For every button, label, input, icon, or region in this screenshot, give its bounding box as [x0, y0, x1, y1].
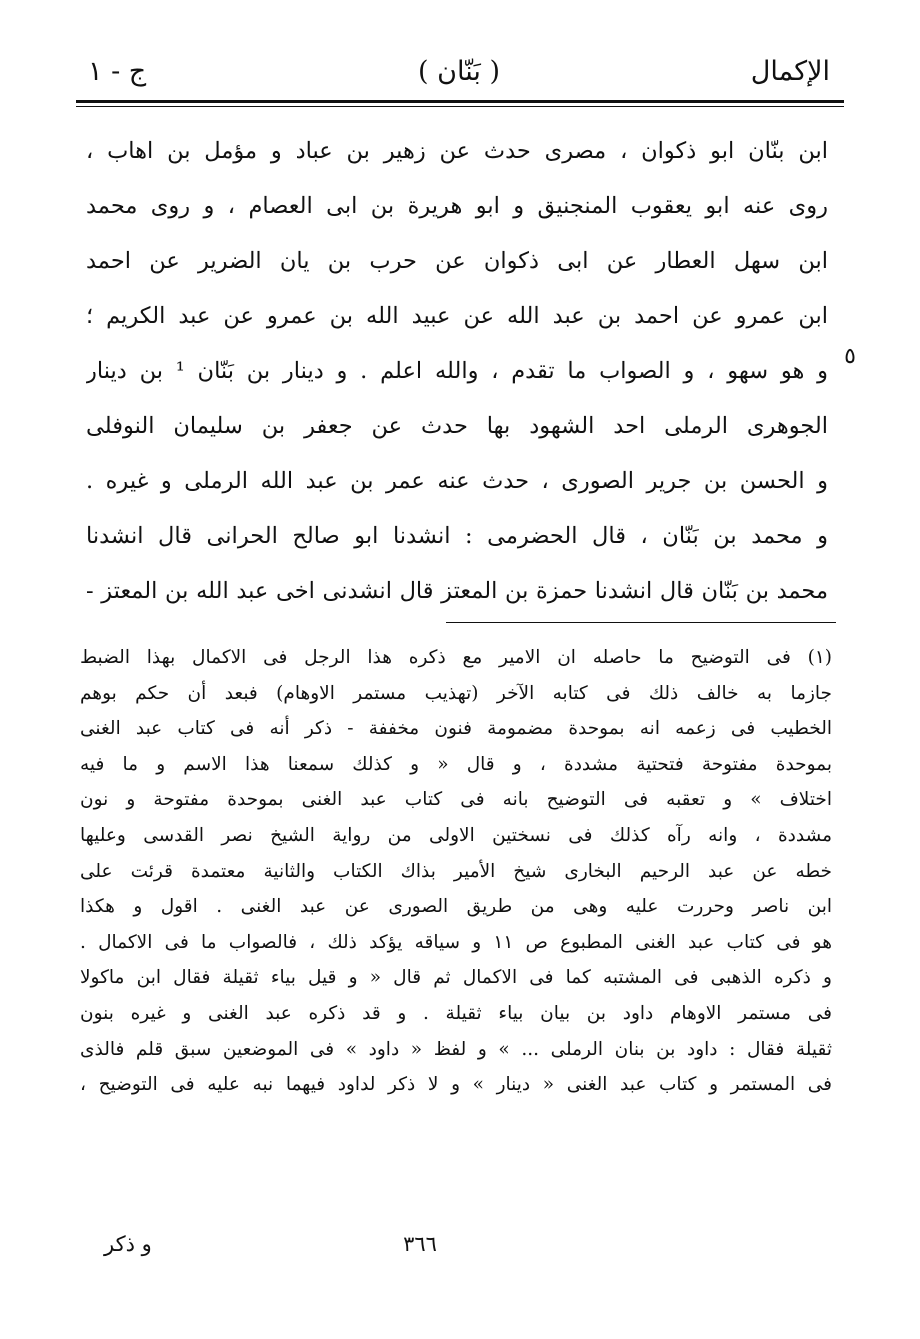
volume-label: ج - ١: [88, 56, 147, 87]
page-number: ٣٦٦: [403, 1232, 437, 1256]
footnote-line: بموحدة مفتوحة فتحتية مشددة ، و قال « و كذلك سمعنا هذا الاسم و ما فيه: [80, 753, 832, 775]
text-line: و هو سهو ، و الصواب ما تقدم ، والله اعلم . و دينار بن بَنّان ¹ بن دينار: [86, 358, 828, 384]
text-line: روى عنه ابو يعقوب المنجنيق و ابو هريرة بن ابى العصام ، و روى محمد: [86, 193, 828, 219]
footnote-line: جازما به خالف ذلك فى كتابه الآخر (تهذيب مستمر الاوهام) فبعد أن حكم بوهم: [80, 682, 832, 704]
footnote-line: اختلاف » و تعقبه فى التوضيح بانه فى كتاب عبد الغنى بموحدة مفتوحة و نون: [80, 789, 832, 811]
footnote-line: فى مستمر الاوهام داود بن بيان بياء ثقيلة . و قد ذكره عبد الغنى و غيره بنون: [80, 1002, 832, 1024]
footnote-line: خطه عن عبد الرحيم البخارى شيخ الأمير بذاك الكتاب والثانية معتمدة قرئت على: [80, 860, 832, 882]
footnotes: [80, 640, 832, 1103]
footnote-line: هو فى كتاب عبد الغنى المطبوع ص ١١ و سياقه يؤكد ذلك ، فالصواب ما فى الاكمال .: [80, 931, 832, 953]
text-line: ابن سهل العطار عن ابى ذكوان عن حرب بن يان الضرير عن احمد: [86, 248, 828, 274]
header-rule-thick: [76, 100, 844, 103]
running-title: الإكمال: [750, 56, 830, 87]
text-line: محمد بن بَنّان قال انشدنا حمزة بن المعتز قال انشدنى اخى عبد الله بن المعتز -: [86, 578, 828, 604]
text-line: ابن بنّان ابو ذكوان ، مصرى حدث عن زهير بن عباد و مؤمل بن اهاب ،: [86, 138, 828, 164]
text-line: ابن عمرو عن احمد بن عبد الله عن عبيد الله بن عمرو عن عبد الكريم ؛: [86, 303, 828, 329]
catchword: و ذكر: [104, 1232, 152, 1256]
footnote-line: مشددة ، وانه رآه كذلك فى نسختين الاولى من رواية الشيخ نصر القدسى وعليها: [80, 824, 832, 846]
main-text: [86, 124, 856, 619]
footnote-line: ابن ناصر وحررت عليه وهى من طريق الصورى عن عبد الغنى . اقول و هكذا: [80, 896, 832, 918]
footnote-line: فى المستمر و كتاب عبد الغنى « دينار » و لا ذكر لداود فيهما نبه عليه فى التوضيح ،: [80, 1074, 832, 1096]
header-rule-thin: [76, 106, 844, 107]
text-line: و الحسن بن جرير الصورى ، حدث عنه عمر بن عبد الله الرملى و غيره .: [86, 468, 828, 494]
footnote-line: ثقيلة فقال : داود بن بنان الرملى ... » و لفظ « داود » فى الموضعين سبق قلم فالذى: [80, 1038, 832, 1060]
section-title: ( بَنّان ): [418, 56, 500, 87]
page-header: [88, 52, 830, 96]
footnote-line: و ذكره الذهبى فى المشتبه كما فى الاكمال ثم قال « و قيل بياء ثقيلة فقال ابن ماكولا: [80, 967, 832, 989]
footnote-separator: [446, 622, 836, 623]
text-line: الجوهرى الرملى احد الشهود بها حدث عن جعفر بن سليمان النوفلى: [86, 413, 828, 439]
text-line: و محمد بن بَنّان ، قال الحضرمى : انشدنا ابو صالح الحرانى قال انشدنا: [86, 523, 828, 549]
footnote-line: (١) فى التوضيح ما حاصله ان الامير مع ذكره هذا الرجل فى الاكمال بهذا الضبط: [80, 647, 832, 668]
line-number: ٥: [844, 344, 856, 369]
numbered-line-wrapper: [86, 344, 856, 399]
footnote-line: الخطيب فى زعمه انه بموحدة مضمومة فنون مخففة - ذكر أنه فى كتاب عبد الغنى: [80, 718, 832, 740]
